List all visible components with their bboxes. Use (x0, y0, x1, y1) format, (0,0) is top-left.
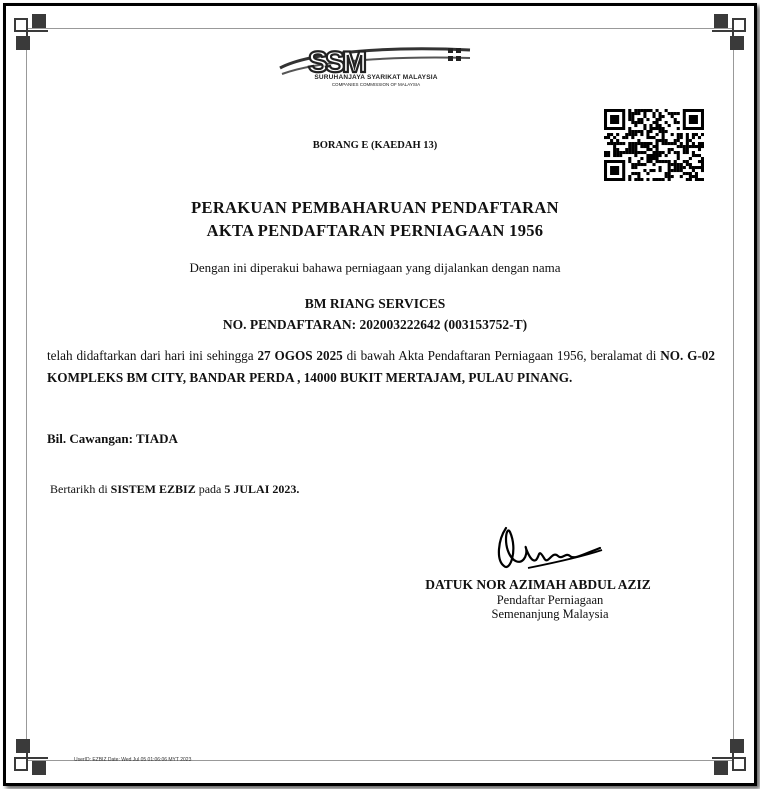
logo-org-subname: COMPANIES COMMISSION OF MALAYSIA (331, 82, 421, 87)
logo-org-name: SURUHANJAYA SYARIKAT MALAYSIA (314, 74, 438, 81)
svg-text:SSM: SSM (308, 46, 365, 79)
statement-part2: di bawah Akta Pendaftaran Perniagaan 1956, beralamat di (342, 348, 661, 363)
corner-ornament-top-left (14, 14, 54, 54)
statement-part1: telah didaftarkan dari hari ini sehingga (47, 348, 258, 363)
corner-ornament-bottom-right (706, 735, 746, 775)
registration-statement (47, 345, 715, 388)
signatory-title-line2: Semenanjung Malaysia (491, 607, 609, 621)
business-name: BM RIANG SERVICES (304, 296, 446, 311)
certificate-title-line1: PERAKUAN PEMBAHARUAN PENDAFTARAN (191, 198, 559, 217)
signatory-title-line1: Pendaftar Perniagaan (496, 593, 604, 607)
corner-ornament-top-right (706, 14, 746, 54)
registration-number: NO. PENDAFTARAN: 202003222642 (003153752-T) (222, 317, 528, 332)
handwritten-signature (488, 520, 608, 580)
qr-code (604, 109, 704, 181)
corner-ornament-bottom-left (14, 735, 54, 775)
expiry-date: 27 OGOS 2025 (257, 348, 343, 363)
form-code: BORANG E (KAEDAH 13) (312, 140, 438, 151)
footer-user-stamp: UserID: EZBIZ Date: Wed Jul 05 01:06:06 MYT 2023 (74, 757, 192, 763)
dated-mid: pada (195, 482, 225, 496)
certificate-title-line2: AKTA PENDAFTARAN PERNIAGAAN 1956 (206, 221, 544, 240)
signatory-name: DATUK NOR AZIMAH ABDUL AZIZ (425, 577, 651, 592)
dated-prefix: Bertarikh di (50, 482, 111, 496)
business-address: NO. G-02 KOMPLEKS BM CITY, BANDAR PERDA , 14000 BUKIT MERTAJAM, PULAU PINANG. (47, 348, 715, 385)
dated-date: 5 JULAI 2023. (224, 482, 300, 496)
dated-line (50, 482, 299, 497)
intro-text: Dengan ini diperakui bahawa perniagaan yang dijalankan dengan nama (189, 260, 561, 275)
dated-system: SISTEM EZBIZ (110, 482, 196, 496)
branch-count: Bil. Cawangan: TIADA (47, 431, 178, 446)
